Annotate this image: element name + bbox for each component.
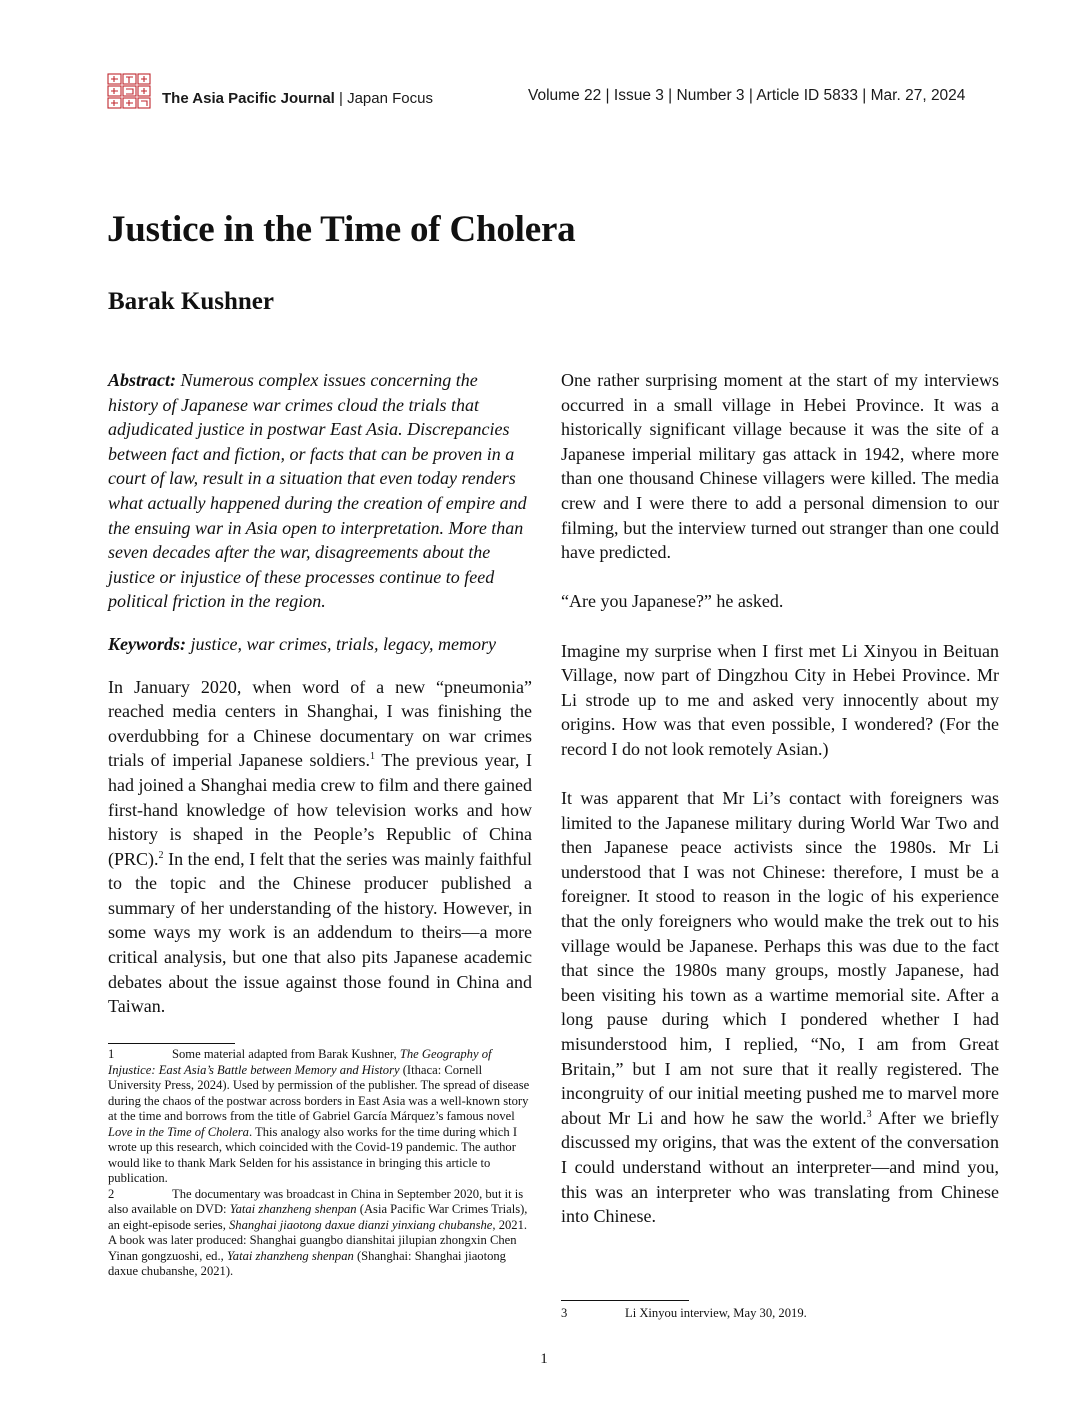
footnote-text: Some material adapted from Barak Kushner, <box>172 1047 400 1061</box>
footnote-title: Shanghai jiaotong daxue dianzi yinxiang chubanshe <box>229 1217 493 1232</box>
issue-info: Volume 22 | Issue 3 | Number 3 | Article ID 5833 | Mar. 27, 2024 <box>528 87 966 104</box>
footnote-text: , 2021. A book was later produced: Shanghai guangbo dianshitai jilupian zhongxin Chen Yinan gongzuoshi, ed., <box>108 1217 528 1263</box>
journal-seal-logo <box>107 73 151 109</box>
footnote-number: 1 <box>108 1047 115 1061</box>
keywords <box>108 632 532 657</box>
body-paragraph: Imagine my surprise when I first met Li Xinyou in Beituan Village, now part of Dingzhou City in Hebei Province. Mr Li strode up to me and asked very innocently about my origins. How was that even possible, I wondered? (For the record I do not look remotely Asian.) <box>561 640 999 759</box>
footnote-text: Li Xinyou interview, May 30, 2019. <box>625 1306 807 1320</box>
footnote-text: (Ithaca: Cornell University Press, 2024). Used by permission of the publisher. The spread of disease during the chaos of the postwar across borders in East Asia was a well-known story at the time and borrows from the title of Gabriel García Márquez’s famous novel <box>108 1062 530 1123</box>
footnote-title: Love in the Time of Cholera <box>108 1124 249 1139</box>
footnote-number: 3 <box>561 1306 568 1320</box>
footnote-ref-1[interactable]: 1 <box>370 751 376 763</box>
abstract <box>108 368 532 614</box>
footnote-text: (Shanghai: Shanghai jiaotong daxue chubanshe, 2021). <box>108 1248 506 1278</box>
footnote-ref-2[interactable]: 2 <box>158 849 164 861</box>
footnote-divider <box>108 1043 235 1044</box>
journal-name <box>162 90 433 107</box>
footnotes-right <box>561 1306 999 1322</box>
journal-title: The Asia Pacific Journal <box>162 90 335 107</box>
page-number: 1 <box>540 1351 548 1367</box>
journal-separator: | <box>334 90 348 107</box>
footnote-title: Yatai zhanzheng shenpan <box>229 1202 357 1216</box>
footnotes-left <box>108 1047 530 1280</box>
body-paragraph: One rather surprising moment at the start of my interviews occurred in a small village in Hebei Province. It was a historically significant village because it was the site of a Japanese imperial military gas attack in 1942, where more than one thousand Chinese villagers were killed. The media crew and I were there to add a personal dimension to our filming, but the interview turned out stranger than one could have predicted. <box>561 370 999 563</box>
article-author: Barak Kushner <box>108 288 275 315</box>
footnote-3 <box>561 1306 999 1322</box>
footnote-text: . This analogy also works for the time during which I wrote up this research, which coincided with the Covid-19 pandemic. The author would like to thank Mark Selden for his assistance in bringing this article to publication. <box>108 1124 518 1185</box>
abstract-text: Numerous complex issues concerning the history of Japanese war crimes cloud the trials that adjudicated justice in postwar East Asia. Discrepancies between fact and fiction, or facts that can be proven in a court of law, result in a situation that even today renders what actually happened during the creation of empire and the ensuing war in Asia open to interpretation. More than seven decades after the war, disagreements about the justice or injustice of these processes continue to feed political friction in the region. <box>108 370 527 612</box>
article-title: Justice in the Time of Cholera <box>107 209 576 250</box>
body-text: It was apparent that Mr Li’s contact with foreigners was limited to the Japanese military during World War Two and then Japanese peace activists since the 1980s. Mr Li understood that I was not Chinese: therefore, I must be a foreigner. It stood to reason in the logic of his experience that the only foreigners who would make the trek out to his village would be Japanese. Perhaps this was due to the fact that since the 1980s many groups, mostly Japanese, had been visiting his town as a wartime memorial site. After a long pause during which I pondered whether I had misunderstood him, I replied, “No, I am from Great Britain,” but I am not sure that it really registered. The incongruity of our initial meeting pushed me to marvel more about Mr Li and how he saw the world. <box>561 788 999 1128</box>
footnote-ref-3[interactable]: 3 <box>866 1108 872 1120</box>
abstract-label: Abstract: <box>108 370 177 390</box>
journal-subtitle: Japan Focus <box>347 90 433 107</box>
body-text: After we briefly discussed my origins, that was the extent of the conversation I could understand without an interpreter—and mind you, this was an interpreter who was translating from Chinese into Chinese. <box>561 1107 999 1227</box>
footnote-2 <box>108 1187 530 1280</box>
footnote-divider <box>561 1300 689 1301</box>
keywords-label: Keywords: <box>108 633 186 654</box>
body-text: In the end, I felt that the series was mainly faithful to the topic and the Chinese producer published a summary of her understanding of the history. However, in some ways my work is an addendum to theirs—a more critical analysis, but one that also pits Japanese academic debates about the issue against those found in China and Taiwan. <box>108 848 532 1017</box>
body-text: In January 2020, when word of a new “pneumonia” reached media centers in Shanghai, I was finishing the overdubbing for a Chinese documentary on war crimes trials of imperial Japanese soldiers. <box>108 676 532 771</box>
footnote-text: (Asia Pacific War Crimes Trials), an eight-episode series, <box>108 1202 528 1232</box>
footnote-title: The Geography of Injustice: East Asia’s Battle between Memory and History <box>108 1047 492 1077</box>
footnote-title: Yatai zhanzheng shenpan <box>226 1248 354 1263</box>
body-paragraph <box>561 786 999 1229</box>
body-paragraph: “Are you Japanese?” he asked. <box>561 591 784 612</box>
keywords-text: justice, war crimes, trials, legacy, memory <box>186 633 496 654</box>
left-column <box>108 368 532 1019</box>
footnote-number: 2 <box>108 1186 115 1201</box>
footnote-1 <box>108 1047 530 1187</box>
footnote-text: The documentary was broadcast in China in September 2020, but it is also available on DVD: <box>108 1186 524 1216</box>
body-text: The previous year, I had joined a Shanghai media crew to film and there gained first-hand knowledge of how television works and how history is shaped in the People’s Republic of China (PRC). <box>108 750 532 869</box>
right-column <box>561 368 999 1229</box>
body-paragraph <box>108 675 532 1019</box>
